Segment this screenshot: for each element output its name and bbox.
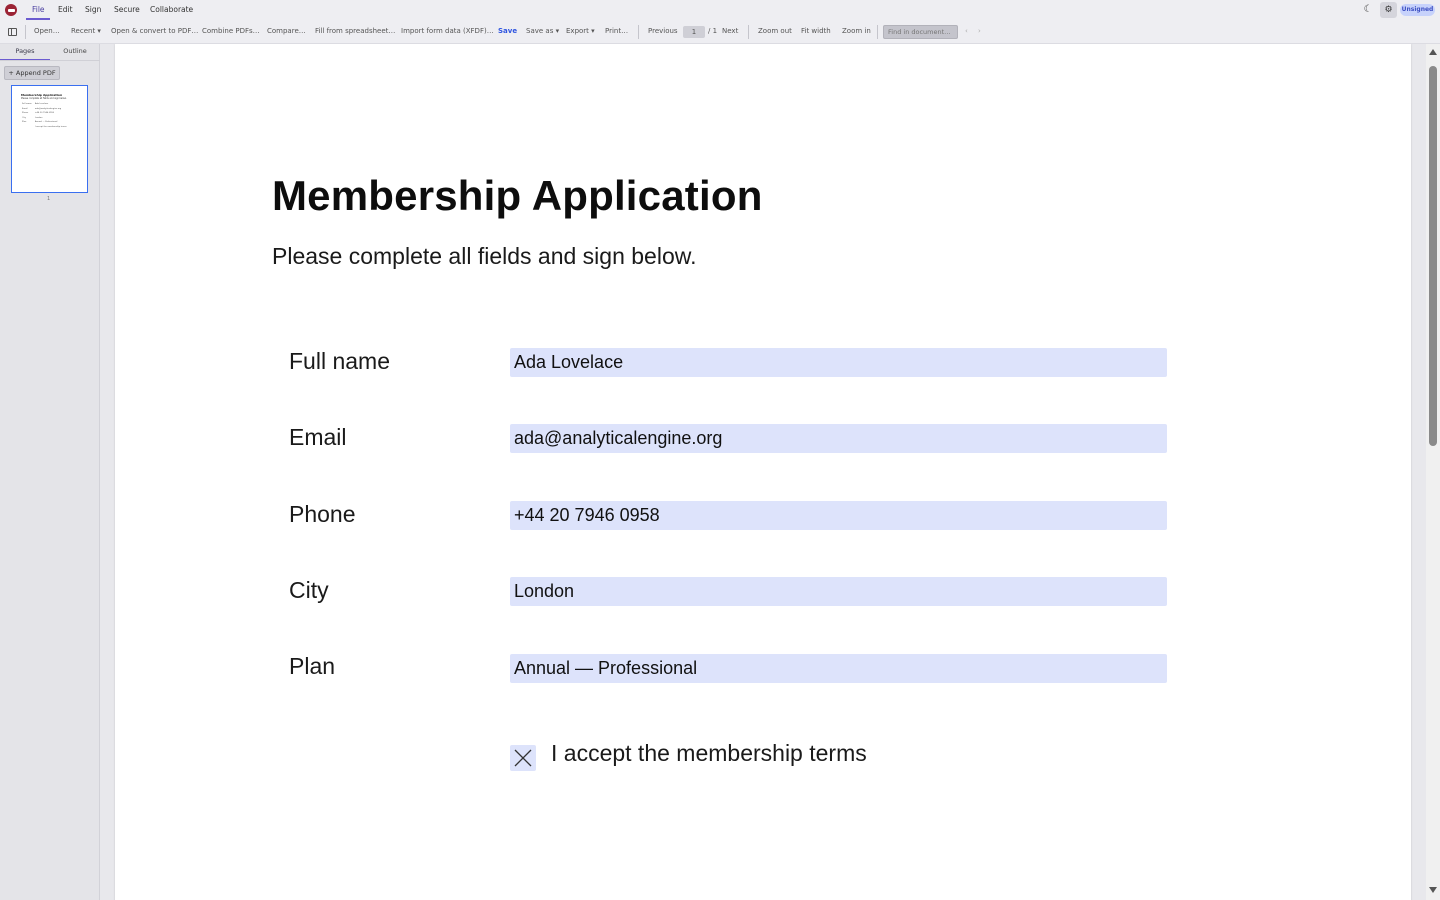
page-number-input[interactable]: 1 xyxy=(683,26,705,38)
toolbar xyxy=(0,20,1440,44)
save-button[interactable]: Save xyxy=(498,27,518,35)
thumbnail-label: Full name xyxy=(22,103,32,105)
plan-label: Plan xyxy=(289,653,336,679)
phone-field[interactable] xyxy=(510,501,1167,530)
city-label: City xyxy=(289,577,329,603)
tab-pages[interactable]: Pages xyxy=(0,44,50,60)
thumbnail-checkbox-label: I accept the membership terms xyxy=(35,126,67,128)
city-field[interactable] xyxy=(510,577,1167,606)
export-button[interactable]: Export ▾ xyxy=(566,27,595,35)
scroll-down-icon[interactable] xyxy=(1429,887,1437,893)
thumbnail-subtitle: Please complete all fields and sign below. xyxy=(21,97,67,100)
find-previous-button[interactable]: ‹ xyxy=(965,27,968,35)
find-input[interactable] xyxy=(883,25,958,39)
menu-collaborate[interactable]: Collaborate xyxy=(150,5,194,14)
app-logo-icon xyxy=(5,4,17,16)
open-button[interactable]: Open… xyxy=(34,27,60,35)
page-sidebar xyxy=(0,44,100,900)
pdf-page xyxy=(115,44,1411,900)
thumbnail-page-number: 1 xyxy=(47,196,51,202)
thumbnail-label: Phone xyxy=(22,112,29,114)
page-thumbnail[interactable] xyxy=(11,85,88,193)
fill-spreadsheet-button[interactable]: Fill from spreadsheet… xyxy=(315,27,396,35)
x-mark-icon xyxy=(514,749,532,767)
document-title: Membership Application xyxy=(272,172,763,219)
zoom-in-button[interactable]: Zoom in xyxy=(842,27,871,35)
scroll-thumb[interactable] xyxy=(1429,66,1437,446)
append-pdf-button[interactable]: + Append PDF xyxy=(4,66,60,80)
thumbnail-label: Email xyxy=(22,107,28,110)
zoom-out-button[interactable]: Zoom out xyxy=(758,27,792,35)
print-button[interactable]: Print… xyxy=(605,27,629,35)
toolbar-divider xyxy=(638,25,639,39)
previous-page-button[interactable]: Previous xyxy=(648,27,678,35)
compare-button[interactable]: Compare… xyxy=(267,27,306,35)
save-as-button[interactable]: Save as ▾ xyxy=(526,27,560,35)
phone-label: Phone xyxy=(289,501,356,527)
menu-bar xyxy=(0,0,1440,20)
thumbnail-value: London xyxy=(35,116,43,119)
next-page-button[interactable]: Next xyxy=(722,27,739,35)
page-total: / 1 xyxy=(708,27,718,35)
full-name-field[interactable] xyxy=(510,348,1167,377)
gear-icon[interactable]: ⚙ xyxy=(1380,2,1397,18)
plan-field[interactable] xyxy=(510,654,1167,683)
email-field[interactable] xyxy=(510,424,1167,453)
moon-icon[interactable]: ☾ xyxy=(1363,4,1373,15)
thumbnail-label: City xyxy=(22,116,26,119)
vertical-scrollbar[interactable] xyxy=(1426,44,1440,900)
sidebar-toggle-icon[interactable] xyxy=(8,28,17,36)
thumbnail-value: ada@analyticalengine.org xyxy=(35,107,62,110)
tab-divider xyxy=(0,60,100,61)
scroll-up-icon[interactable] xyxy=(1429,49,1437,55)
thumbnail-label: Plan xyxy=(22,121,27,123)
recent-button[interactable]: Recent ▾ xyxy=(71,27,101,35)
full-name-label: Full name xyxy=(289,348,390,374)
thumbnail-value: +44 20 7946 0958 xyxy=(35,112,54,114)
menu-edit[interactable]: Edit xyxy=(58,5,73,14)
thumbnail-value: Annual — Professional xyxy=(35,121,58,123)
document-viewer[interactable] xyxy=(101,44,1426,900)
terms-checkbox[interactable] xyxy=(510,745,536,771)
thumbnail-title: Membership Application xyxy=(21,93,63,97)
menu-secure[interactable]: Secure xyxy=(114,5,140,14)
toolbar-divider xyxy=(25,25,26,39)
open-convert-button[interactable]: Open & convert to PDF… xyxy=(111,27,199,35)
import-form-button[interactable]: Import form data (XFDF)… xyxy=(401,27,494,35)
fit-width-button[interactable]: Fit width xyxy=(801,27,831,35)
thumbnail-value: Ada Lovelace xyxy=(35,103,49,105)
menu-sign[interactable]: Sign xyxy=(85,5,102,14)
toolbar-divider xyxy=(748,25,749,39)
email-label: Email xyxy=(289,424,347,450)
find-next-button[interactable]: › xyxy=(978,27,981,35)
terms-checkbox-label: I accept the membership terms xyxy=(551,740,867,766)
combine-button[interactable]: Combine PDFs… xyxy=(202,27,260,35)
menu-file[interactable]: File xyxy=(32,5,45,14)
toolbar-divider xyxy=(877,25,878,39)
signature-status-badge: Unsigned xyxy=(1400,4,1435,16)
document-subtitle: Please complete all fields and sign below. xyxy=(272,243,697,269)
tab-outline[interactable]: Outline xyxy=(63,47,87,55)
